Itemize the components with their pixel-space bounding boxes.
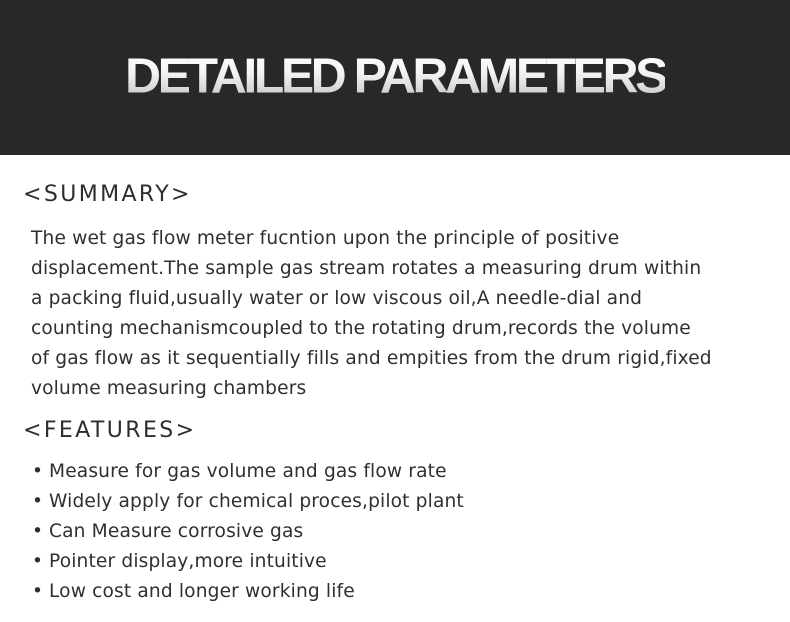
bullet-icon: •	[32, 491, 44, 512]
summary-line: counting mechanismcoupled to the rotating drum,records the volume	[31, 318, 691, 339]
bullet-icon: •	[32, 551, 44, 572]
page-title: DETAILED PARAMETERS	[125, 48, 665, 103]
summary-line: of gas flow as it sequentially fills and empities from the drum rigid,fixed	[31, 348, 712, 369]
bullet-icon: •	[32, 521, 44, 542]
feature-item	[32, 517, 464, 547]
feature-item	[32, 457, 464, 487]
feature-text: Can Measure corrosive gas	[49, 521, 304, 542]
summary-line: The wet gas flow meter fucntion upon the principle of positive	[31, 228, 620, 249]
features-heading: <FEATURES>	[23, 418, 197, 443]
summary-paragraph	[31, 224, 783, 404]
bullet-icon: •	[32, 461, 44, 482]
bullet-icon: •	[32, 581, 44, 602]
header-banner	[0, 0, 790, 155]
feature-item	[32, 547, 464, 577]
summary-line: volume measuring chambers	[31, 378, 307, 399]
feature-text: Pointer display,more intuitive	[49, 551, 327, 572]
summary-heading: <SUMMARY>	[23, 182, 192, 207]
summary-line: displacement.The sample gas stream rotates a measuring drum within	[31, 258, 702, 279]
feature-item	[32, 487, 464, 517]
feature-item	[32, 577, 464, 607]
summary-line: a packing fluid,usually water or low viscous oil,A needle-dial and	[31, 288, 643, 309]
feature-text: Widely apply for chemical proces,pilot plant	[49, 491, 464, 512]
features-list	[32, 457, 464, 607]
feature-text: Measure for gas volume and gas flow rate	[49, 461, 447, 482]
feature-text: Low cost and longer working life	[49, 581, 355, 602]
